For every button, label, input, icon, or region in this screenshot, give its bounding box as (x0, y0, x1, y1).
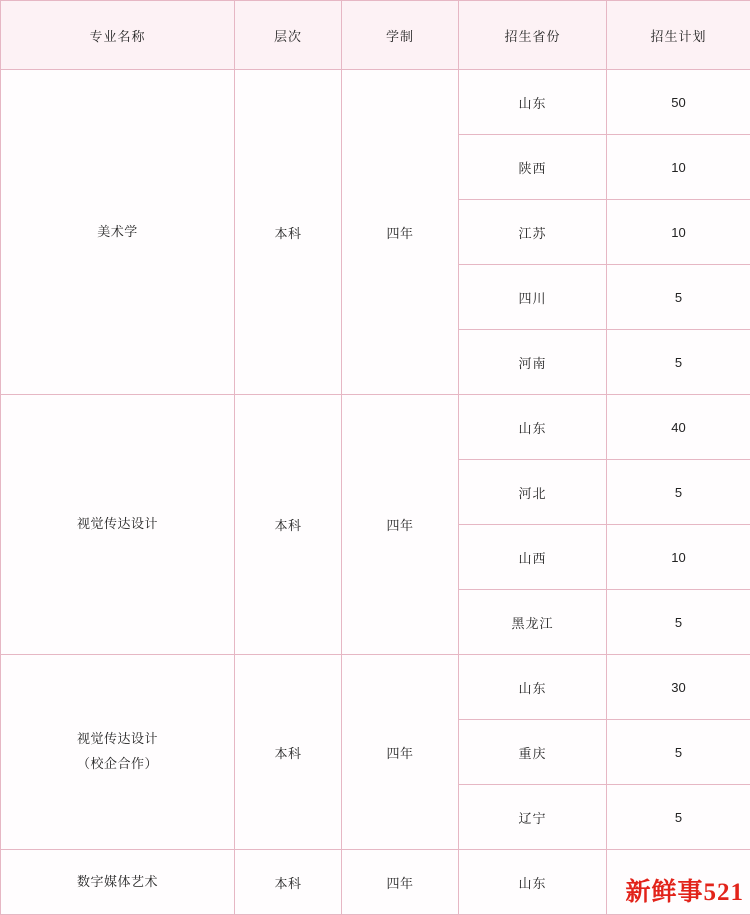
level-cell: 本科 (235, 70, 342, 395)
table-row (1, 655, 750, 720)
plan-cell: 10 (607, 135, 750, 200)
province-cell: 山东 (459, 850, 607, 915)
province-cell: 四川 (459, 265, 607, 330)
years-cell: 四年 (342, 395, 459, 655)
province-cell: 辽宁 (459, 785, 607, 850)
major-name-cell (1, 70, 235, 395)
plan-cell: 5 (607, 785, 750, 850)
major-name-cell (1, 395, 235, 655)
level-cell: 本科 (235, 395, 342, 655)
plan-cell: 5 (607, 720, 750, 785)
province-cell: 河北 (459, 460, 607, 525)
years-cell: 四年 (342, 655, 459, 850)
major-name-cell (1, 850, 235, 915)
table-body (1, 70, 750, 915)
major-name-line: 视觉传达设计 (1, 727, 234, 752)
province-cell: 重庆 (459, 720, 607, 785)
column-header-plan: 招生计划 (607, 1, 750, 70)
major-name-cell (1, 655, 235, 850)
level-cell: 本科 (235, 655, 342, 850)
plan-cell: 5 (607, 330, 750, 395)
years-cell: 四年 (342, 850, 459, 915)
plan-cell: 50 (607, 70, 750, 135)
table-row (1, 395, 750, 460)
plan-cell: 5 (607, 590, 750, 655)
plan-cell: 30 (607, 655, 750, 720)
column-header-level: 层次 (235, 1, 342, 70)
plan-cell: 40 (607, 395, 750, 460)
table-header (1, 1, 750, 70)
plan-cell: 5 (607, 460, 750, 525)
province-cell: 黑龙江 (459, 590, 607, 655)
major-name-line: 视觉传达设计 (1, 512, 234, 537)
years-cell: 四年 (342, 70, 459, 395)
major-name-line: 数字媒体艺术 (1, 870, 234, 895)
major-name-subline: （校企合作） (1, 752, 234, 777)
province-cell: 山西 (459, 525, 607, 590)
level-cell: 本科 (235, 850, 342, 915)
plan-cell: 10 (607, 525, 750, 590)
column-header-years: 学制 (342, 1, 459, 70)
column-header-province: 招生省份 (459, 1, 607, 70)
header-row (1, 1, 750, 70)
watermark-text: 新鲜事521 (625, 872, 744, 908)
province-cell: 山东 (459, 655, 607, 720)
plan-cell: 5 (607, 265, 750, 330)
province-cell: 河南 (459, 330, 607, 395)
column-header-major: 专业名称 (1, 1, 235, 70)
major-name-line: 美术学 (1, 220, 234, 245)
province-cell: 山东 (459, 70, 607, 135)
table-row (1, 70, 750, 135)
province-cell: 山东 (459, 395, 607, 460)
plan-cell: 10 (607, 200, 750, 265)
province-cell: 江苏 (459, 200, 607, 265)
province-cell: 陕西 (459, 135, 607, 200)
